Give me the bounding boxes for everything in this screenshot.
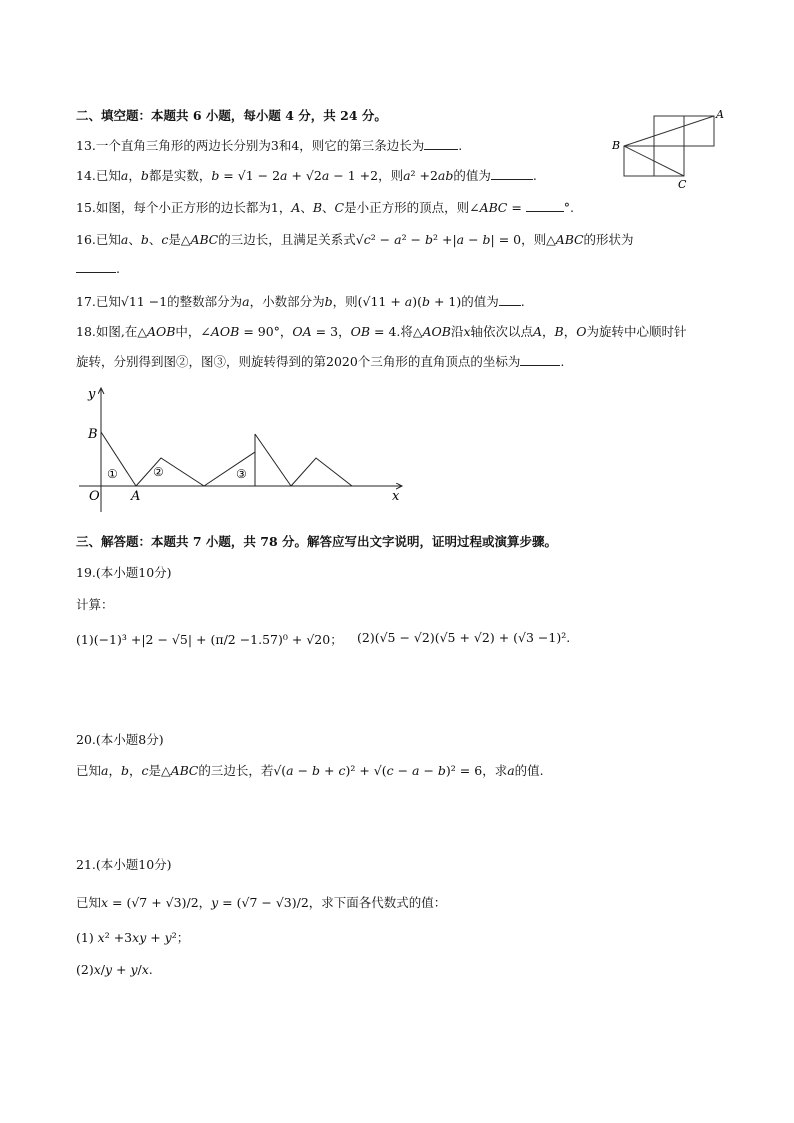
question-15-tail: °. (563, 200, 575, 215)
label-A: A (131, 489, 141, 504)
question-16-tail: . (116, 261, 120, 276)
question-20-text: 已知𝑎，𝑏，𝑐是△𝐴𝐵𝐶的三边长，若√(𝑎 − 𝑏 + 𝑐)² + √(𝑐 − 𝑎 − 𝑏)² = 6，求𝑎的值. (76, 763, 544, 778)
question-18-tail: . (560, 354, 565, 369)
question-14-text: 14.已知𝑎，𝑏都是实数，𝑏 = √1 − 2𝑎 + √2𝑎 − 1 +2，则𝑎² +2𝑎𝑏的值为 (76, 168, 491, 183)
triangle-5 (291, 458, 352, 486)
question-21-part-1: (1) 𝑥² +3𝑥𝑦 + 𝑦²； (76, 930, 190, 945)
question-19-title: 19.(本小题10分) (76, 565, 172, 580)
question-17-tail: . (520, 294, 525, 309)
question-14 (76, 166, 537, 184)
question-21-text: 已知𝑥 = (√7 + √3)/2，𝑦 = (√7 − √3)/2，求下面各代数式的值： (76, 895, 447, 910)
answer-blank[interactable] (424, 137, 458, 150)
label-circle-2: ② (153, 465, 164, 479)
label-circle-1: ① (107, 467, 118, 481)
question-14-tail: . (532, 168, 537, 183)
question-19-part-2: (2)(√5 − √2)(√5 + √2) + (√3 −1)². (357, 630, 571, 645)
question-16-cont (76, 260, 120, 276)
question-19-part-1: (1)(−1)³ +|2 − √5| + (π/2 −1.57)⁰ + √20； (76, 632, 343, 647)
question-15-text: 15.如图，每个小正方形的边长都为1，𝐴、𝐵、𝐶是小正方形的顶点，则∠𝐴𝐵𝐶 = (76, 200, 522, 215)
label-C: C (678, 178, 687, 191)
question-18-text: 旋转，分别得到图②，图③，则旋转得到的第2020个三角形的直角顶点的坐标为 (76, 354, 521, 369)
answer-blank[interactable] (76, 260, 116, 273)
question-17-text: 17.已知√11 −1的整数部分为𝑎，小数部分为𝑏，则(√11 + 𝑎)(𝑏 + 1)的值为 (76, 294, 499, 309)
answer-blank[interactable] (526, 199, 564, 212)
question-18-line1: 18.如图,在△𝐴𝑂𝐵中，∠𝐴𝑂𝐵 = 90°，𝑂𝐴 = 3，𝑂𝐵 = 4.将△𝐴𝑂𝐵沿𝑥轴依次以点𝐴，𝐵，𝑂为旋转中心顺时针 (76, 324, 687, 339)
label-A: A (716, 108, 724, 121)
question-17 (76, 292, 525, 310)
question-15 (76, 198, 574, 216)
question-13-tail: . (458, 138, 463, 153)
figure-grid-15 (606, 106, 728, 194)
section-3-header: 三、解答题：本题共 7 小题，共 78 分。解答应写出文字说明，证明过程或演算步骤。 (76, 534, 558, 549)
question-21-part-2: (2)𝑥/𝑦 + 𝑦/𝑥. (76, 962, 153, 977)
question-19-instruction: 计算： (76, 597, 114, 612)
label-y: y (88, 387, 96, 402)
label-B: B (612, 139, 621, 152)
question-13 (76, 136, 462, 154)
label-B: B (88, 427, 98, 442)
answer-blank[interactable] (520, 353, 560, 366)
label-x: x (392, 489, 400, 504)
triangle-3 (204, 452, 255, 486)
question-21-title: 21.(本小题10分) (76, 857, 172, 872)
answer-blank[interactable] (491, 167, 533, 180)
question-16 (76, 230, 634, 248)
question-20-title: 20.(本小题8分) (76, 732, 164, 747)
triangle-4-edge (255, 434, 291, 486)
segment-BA (624, 116, 714, 146)
question-18-line2 (76, 352, 564, 370)
label-circle-3: ③ (236, 467, 247, 481)
question-16-text: 16.已知𝑎、𝑏、𝑐是△𝐴𝐵𝐶的三边长，且满足关系式√𝑐² − 𝑎² − 𝑏² +|𝑎 − 𝑏| = 0，则△𝐴𝐵𝐶的形状为 (76, 232, 634, 247)
label-O: O (89, 489, 100, 504)
answer-blank[interactable] (499, 293, 521, 306)
triangle-2 (136, 458, 204, 486)
question-13-text: 13.一个直角三角形的两边长分别为3和4，则它的第三条边长为 (76, 138, 425, 153)
section-2-header: 二、填空题：本题共 6 小题，每小题 4 分，共 24 分。 (76, 108, 387, 123)
figure-rotation-18 (76, 380, 416, 516)
